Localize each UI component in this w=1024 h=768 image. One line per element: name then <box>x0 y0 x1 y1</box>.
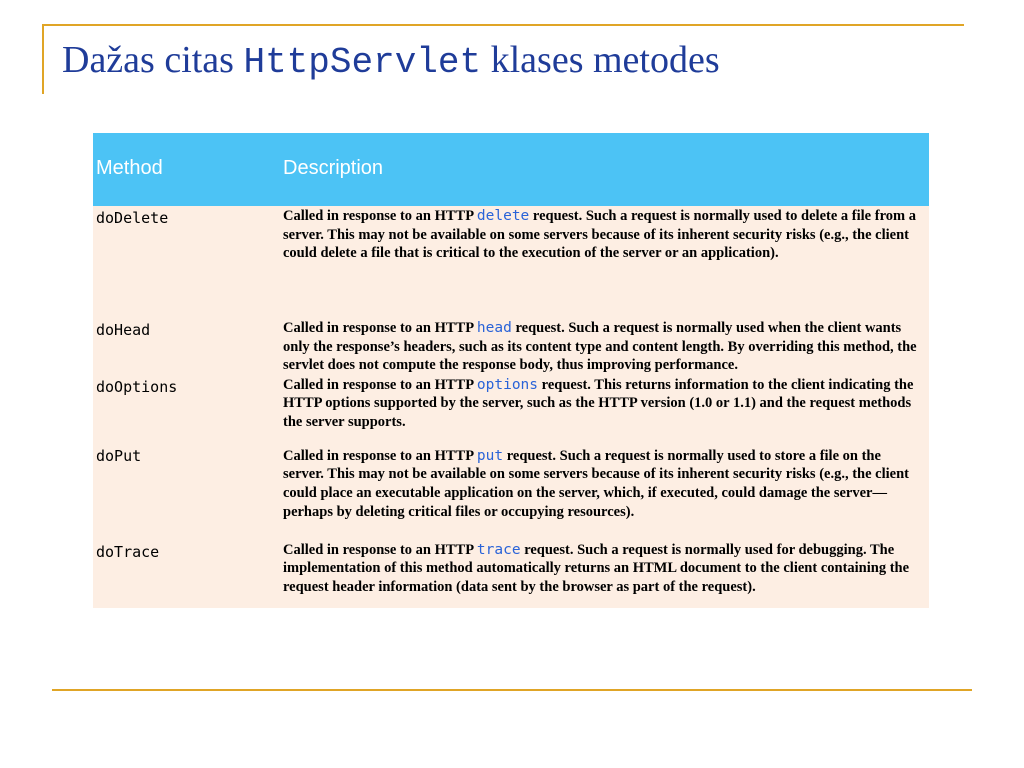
frame-left-line <box>42 24 44 94</box>
method-description <box>280 206 929 302</box>
description-post: request. This returns information to the client indicating the HTTP options supported by the server, such as the HTTP version (1.0 or 1.1) and the request methods the server supports. <box>283 376 914 430</box>
method-description <box>280 442 929 524</box>
frame-bottom-line <box>52 689 972 691</box>
http-keyword: put <box>476 447 504 464</box>
method-description <box>280 524 929 608</box>
description-pre: Called in response to an HTTP <box>283 320 477 336</box>
frame-top-line <box>42 24 964 26</box>
table-row <box>93 442 929 524</box>
description-pre: Called in response to an HTTP <box>283 541 477 558</box>
method-description <box>280 302 929 375</box>
http-keyword: delete <box>476 208 530 224</box>
table-row <box>93 375 929 442</box>
method-description <box>280 375 929 442</box>
method-name: doHead <box>96 321 151 339</box>
method-name: doOptions <box>96 377 178 396</box>
title-prefix: Dažas citas <box>62 39 234 81</box>
method-name: doDelete <box>96 209 169 227</box>
table-row <box>93 206 929 302</box>
description-pre: Called in response to an HTTP <box>283 447 477 464</box>
methods-table <box>93 133 929 608</box>
http-keyword: options <box>476 376 539 393</box>
header-description: Description <box>283 157 384 179</box>
slide-title <box>62 38 720 83</box>
header-method: Method <box>96 157 163 179</box>
http-keyword: trace <box>476 541 521 558</box>
description-post: request. Such a request is normally used to store a file on the server. This may not be available on some servers because of its inherent security risks (e.g., the client could place an executable application on the server, which, if executed, could damage the server—perhaps by deleting critical files or occupying resources). <box>283 447 909 520</box>
method-name: doPut <box>96 446 142 465</box>
description-pre: Called in response to an HTTP <box>283 208 477 224</box>
table-header-row <box>93 133 929 206</box>
title-code: HttpServlet <box>243 42 482 83</box>
description-post: request. Such a request is normally used for debugging. The implementation of this method automatically returns an HTML document to the client containing the request header information (data sent by the browser as part of the request). <box>283 541 910 595</box>
method-name: doTrace <box>96 542 160 561</box>
description-pre: Called in response to an HTTP <box>283 376 477 393</box>
title-suffix: klases metodes <box>490 39 720 81</box>
table-row <box>93 302 929 375</box>
description-post: request. Such a request is normally used to delete a file from a server. This may not be available on some servers because of its inherent security risks (e.g., the client could delete a file that is critical to the execution of the server or an application). <box>283 208 916 262</box>
http-keyword: head <box>476 320 512 336</box>
table-row <box>93 524 929 608</box>
description-post: request. Such a request is normally used when the client wants only the response’s headers, such as its content type and content length. By overriding this method, the servlet does not compute the response body, thus improving performance. <box>283 320 917 374</box>
